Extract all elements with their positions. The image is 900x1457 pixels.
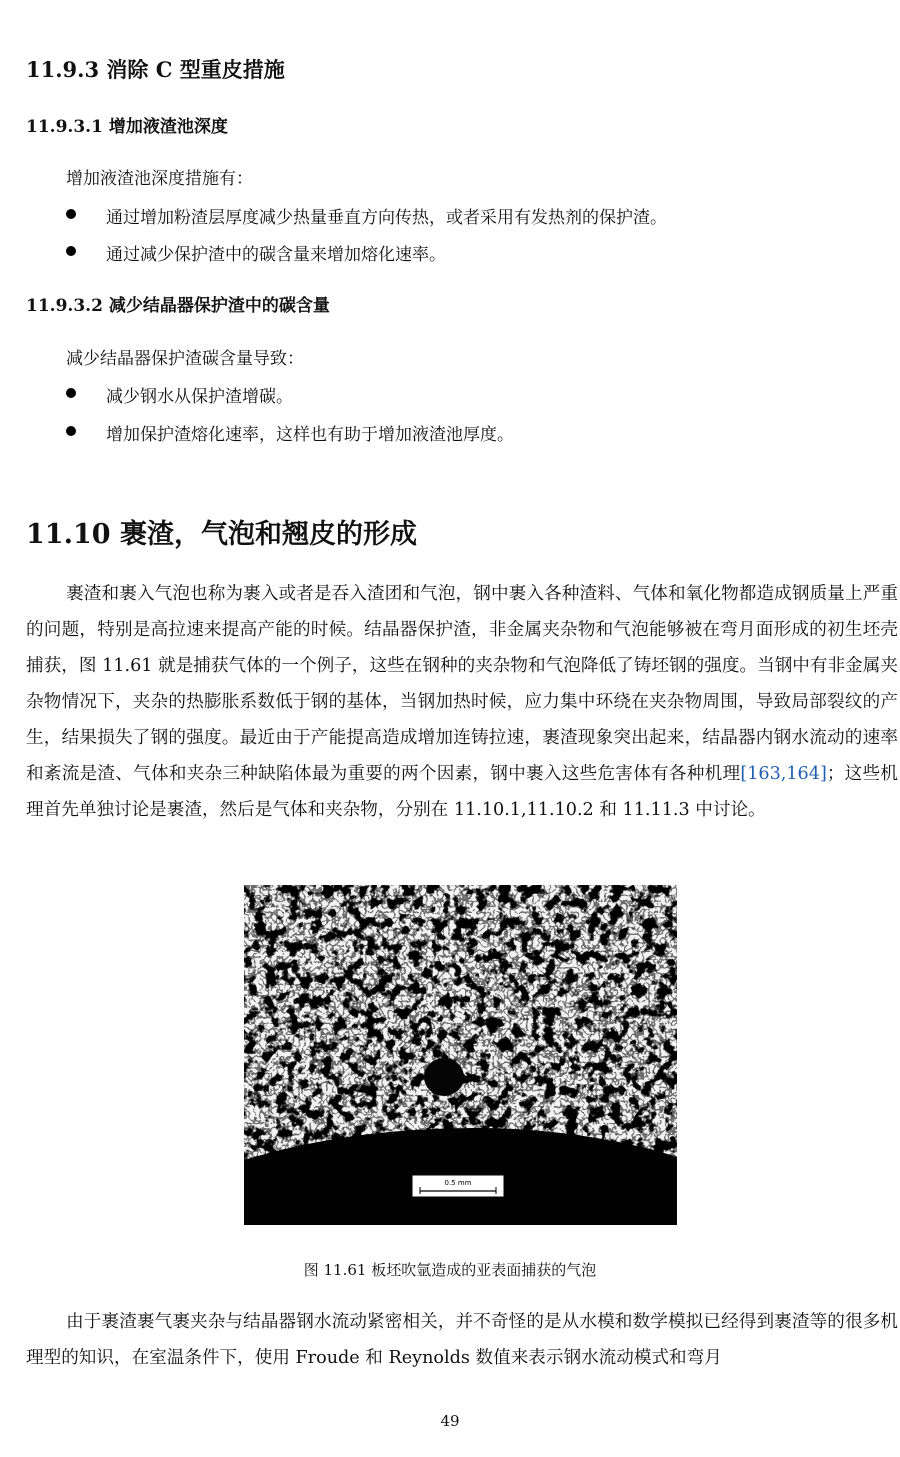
paragraph-text: ；这些机理首先单独讨论是裹渣，然后是气体和夹杂物，分别在 11.10.1,11.10.2 和 11.11.3 中讨论。 — [26, 764, 898, 820]
scale-bar-label: 0.5 mm — [444, 1179, 472, 1187]
citation-link[interactable]: [163,164] — [740, 764, 827, 784]
bullet-text: 增加保护渣熔化速率，这样也有助于增加液渣池厚度。 — [106, 425, 514, 445]
subsection-heading-11-9-3-1: 11.9.3.1 增加液渣池深度 — [26, 117, 228, 137]
figure-caption: 图 11.61 板坯吹氩造成的亚表面捕获的气泡 — [303, 1261, 597, 1279]
micrograph-image — [244, 885, 677, 1225]
bullet-text: 通过增加粉渣层厚度减少热量垂直方向传热，或者采用有发热剂的保护渣。 — [106, 208, 667, 228]
subsection-heading-11-9-3-2: 11.9.3.2 减少结晶器保护渣中的碳含量 — [26, 296, 330, 316]
section-heading-11-9-3: 11.9.3 消除 C 型重皮措施 — [26, 57, 285, 82]
intro-text-11-9-3-1: 增加液渣池深度措施有： — [66, 169, 253, 189]
bullet-text: 减少钢水从保护渣增碳。 — [106, 387, 293, 407]
bullet-dot-icon — [66, 246, 76, 256]
bullet-dot-icon — [66, 209, 76, 219]
page-number: 49 — [440, 1412, 460, 1430]
scale-bar — [412, 1175, 504, 1197]
bullet-text: 通过减少保护渣中的碳含量来增加熔化速率。 — [106, 245, 446, 265]
section-heading-11-10: 11.10 裹渣，气泡和翘皮的形成 — [26, 519, 417, 550]
micrograph-figure — [244, 885, 677, 1225]
bullet-dot-icon — [66, 426, 76, 436]
body-paragraph-2 — [26, 1304, 898, 1376]
bullet-dot-icon — [66, 388, 76, 398]
body-paragraph-1 — [26, 576, 898, 828]
paragraph-text: 裹渣和裹入气泡也称为裹入或者是吞入渣团和气泡，钢中裹入各种渣料、气体和氧化物都造成钢质量上严重的问题，特别是高拉速来提高产能的时候。结晶器保护渣，非金属夹杂物和气泡能够被在弯月面形成的初生坯壳捕获，图 11.61 就是捕获气体的一个例子，这些在钢种的夹杂物和气泡降低了铸坯钢的强度。当钢中有非金属夹杂物情况下，夹杂的热膨胀系数低于钢的基体，当钢加热时候，应力集中环绕在夹杂物周围，导致局部裂纹的产生，结果损失了钢的强度。最近由于产能提高造成增加连铸拉速，裹渣现象突出起来，结晶器内钢水流动的速率和紊流是渣、气体和夹杂三种缺陷体最为重要的两个因素，钢中裹入这些危害体有各种机理 — [26, 584, 898, 784]
paragraph-text: 由于裹渣裹气裹夹杂与结晶器钢水流动紧密相关，并不奇怪的是从水模和数学模拟已经得到裹渣等的很多机理型的知识，在室温条件下，使用 Froude 和 Reynolds 数值来表示钢水流动模式和弯月 — [26, 1312, 898, 1368]
intro-text-11-9-3-2: 减少结晶器保护渣碳含量导致： — [66, 349, 304, 369]
